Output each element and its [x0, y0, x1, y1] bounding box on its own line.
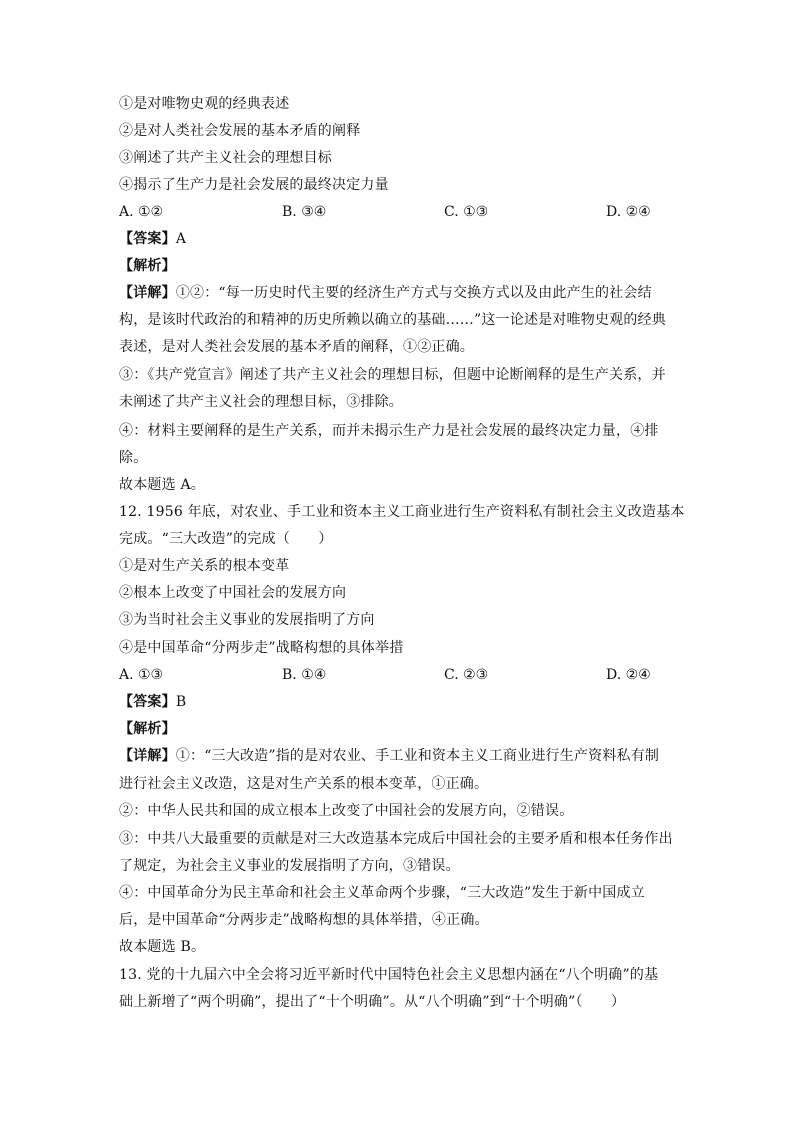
detail-line: 除。	[119, 450, 148, 466]
detail-line	[119, 285, 652, 301]
detail-line: 未阐述了共产主义社会的理想目标，③排除。	[119, 394, 403, 410]
conclusion: 故本题选 A。	[119, 477, 205, 493]
detail-line: ④：材料主要阐释的是生产关系，而并未揭示生产力是社会发展的最终决定力量，④排	[119, 423, 659, 439]
answer-tag: 【答案】	[119, 694, 176, 710]
option-a: A. ①②	[119, 204, 164, 220]
detail-text: ①：“三大改造”指的是对农业、手工业和资本主义工商业进行生产资料私有制	[175, 748, 660, 764]
statement-1: ①是对生产关系的根本变革	[119, 558, 290, 574]
detail-line: ④：中国革命分为民主革命和社会主义革命两个步骤，“三大改造”发生于新中国成立	[119, 885, 645, 901]
analysis-tag: 【解析】	[119, 721, 176, 737]
answer-value: A	[175, 231, 187, 247]
option-d: D. ②④	[606, 667, 651, 683]
option-c: C. ①③	[444, 204, 489, 220]
detail-line: ③：中共八大最重要的贡献是对三大改造基本完成后中国社会的主要矛盾和根本任务作出	[119, 831, 673, 847]
detail-line: 表述，是对人类社会发展的基本矛盾的阐释，①②正确。	[119, 339, 474, 355]
statement-4: ④是中国革命“分两步走”战略构想的具体举措	[119, 640, 404, 656]
option-c: C. ②③	[444, 667, 489, 683]
answer-tag: 【答案】	[119, 231, 176, 247]
detail-tag: 【详解】	[119, 748, 176, 764]
question-12-stem: 12. 1956 年底，对农业、手工业和资本主义工商业进行生产资料私有制社会主义改造基本	[119, 504, 685, 520]
option-a: A. ①③	[119, 667, 164, 683]
detail-line	[119, 748, 659, 764]
detail-line: 构，是该时代政治的和精神的历史所赖以确立的基础……”这一论述是对唯物史观的经典	[119, 312, 666, 328]
analysis-tag: 【解析】	[119, 258, 176, 274]
statement-2: ②根本上改变了中国社会的发展方向	[119, 585, 347, 601]
question-12-stem: 完成。“三大改造”的完成（ ）	[119, 531, 333, 547]
answer-value: B	[175, 694, 187, 710]
option-b: B. ③④	[282, 204, 327, 220]
option-d: D. ②④	[606, 204, 651, 220]
detail-line: ③：《共产党宣言》阐述了共产主义社会的理想目标，但题中论断阐释的是生产关系，并	[119, 367, 666, 383]
answer-line	[119, 694, 186, 710]
statement-3: ③为当时社会主义事业的发展指明了方向	[119, 612, 375, 628]
answer-line	[119, 231, 186, 247]
question-13-stem: 13. 党的十九届六中全会将习近平新时代中国特色社会主义思想内涵在“八个明确”的基	[119, 967, 659, 983]
question-13-stem: 础上新增了“两个明确”，提出了“十个明确”。从“八个明确”到“十个明确”（ ）	[119, 994, 626, 1010]
statement-1: ①是对唯物史观的经典表述	[119, 96, 290, 112]
detail-line: ②：中华人民共和国的成立根本上改变了中国社会的发展方向，②错误。	[119, 803, 574, 819]
statement-2: ②是对人类社会发展的基本矛盾的阐释	[119, 123, 361, 139]
statement-4: ④揭示了生产力是社会发展的最终决定力量	[119, 177, 389, 193]
detail-tag: 【详解】	[119, 285, 176, 301]
detail-line: 后，是中国革命“分两步走”战略构想的具体举措，④正确。	[119, 912, 489, 928]
detail-text: ①②：“每一历史时代主要的经济生产方式与交换方式以及由此产生的社会结	[175, 285, 652, 301]
detail-line: 了规定，为社会主义事业的发展指明了方向，③错误。	[119, 858, 460, 874]
option-b: B. ①④	[282, 667, 327, 683]
conclusion: 故本题选 B。	[119, 939, 206, 955]
statement-3: ③阐述了共产主义社会的理想目标	[119, 150, 332, 166]
detail-line: 进行社会主义改造，这是对生产关系的根本变革，①正确。	[119, 776, 489, 792]
